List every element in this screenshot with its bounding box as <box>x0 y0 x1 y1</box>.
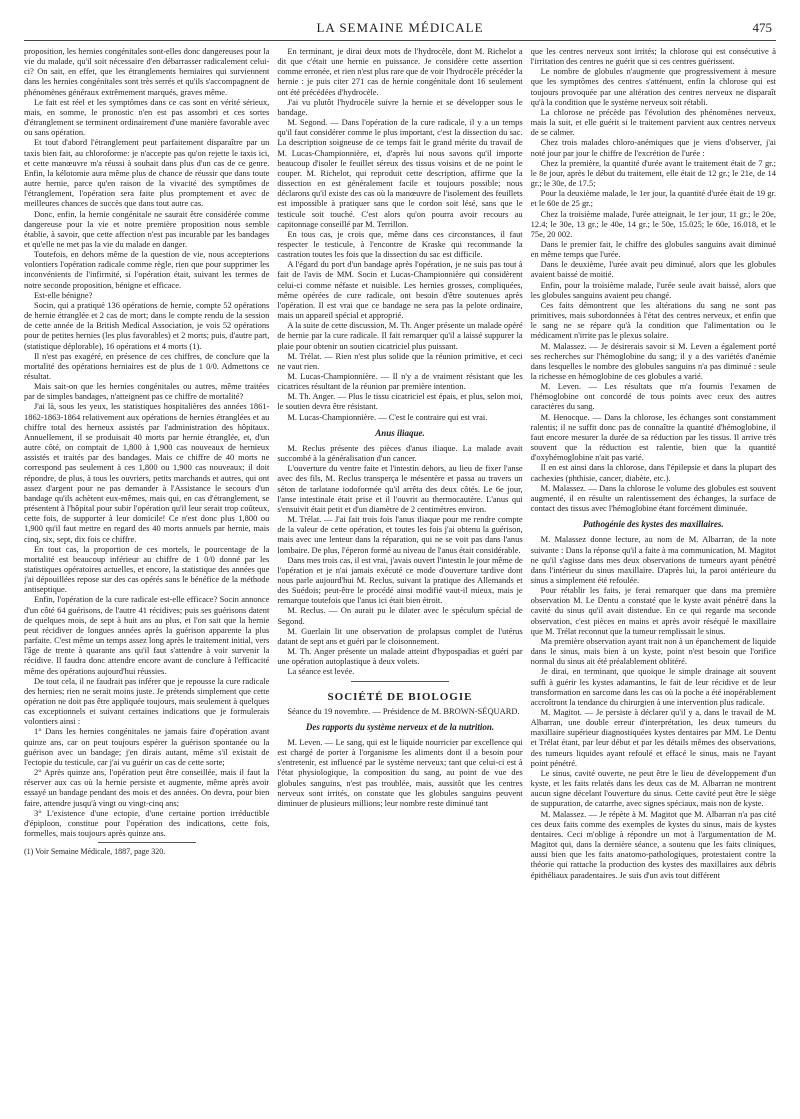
paragraph: L'ouverture du ventre faite et l'intestin dehors, au lieu de fixer l'anse avec des fils, M. Reclus transperça le mésentère et passa au travers un séton de tarlatane iodoformée qu'il arrêta des deux côtés. Le 6e jour, l'anse intestinale était prise et il l'ouvrit au thermocautère. L'anus qui s'ensuivit était petit et d'un diamètre de 2 centimètres environ. <box>277 463 523 514</box>
footnote-rule <box>98 842 196 843</box>
paragraph: Pour la deuxième malade, le 1er jour, la quantité d'urée était de 19 gr. et le 60e de 25 gr.; <box>530 188 776 209</box>
paragraph: J'ai vu plutôt l'hydrocèle suivre la hernie et se développer sous le bandage. <box>277 96 523 117</box>
paragraph: Pour rétablir les faits, je ferai remarquer que dans ma première observation M. Le Dentu a constaté que le kyste avait pénétré dans la cavité du sinus qu'il avait distendue. En ce qui regarde ma seconde observation, c'est pièces en mains et après avoir réséqué le maxillaire que M. Trélat reconnut que la tumeur remplissait le sinus. <box>530 585 776 636</box>
paragraph: J'ai là, sous les yeux, les statistiques hospitalières des années 1861-1862-1863-1864 relativement aux opérations de hernies étranglées et au chiffre total des herneux assistés par l'administration des hôpitaux. Annuellement, il se produisait 40 morts par hernie étranglée, et, d'un autre côté, on comptait de 1,800 à 1,900 cas nouveaux de hernieux assistés et traités par des bandages. Mais ce chiffre de 40 morts ne correspond pas seulement à ces 1,800 ou 1,900 cas nouveaux; il doit répondre, de plus, à tous les ouvriers, petits marchands et autres, qui ont assez d'argent pour ne pas demander à l'Assistance le secours d'un bandage qu'ils achètent eux-mêmes, mais qui, en cas d'étranglement, se présentent à l'hôpital pour subir l'opération qu'il leur serait trop coûteux, cette fois, de supporter à leur domicile! Ce n'est donc plus 1,800 ou 1,900 qu'il faut mettre en regard des 40 morts annuels par hernie, mais cinq, six, sept, dix fois ce chiffre. <box>24 401 270 544</box>
paragraph: Dans le deuxième, l'urée avait peu diminué, alors que les globules avaient baissé de moitié. <box>530 259 776 280</box>
page-number: 475 <box>752 20 772 35</box>
paragraph: Chez trois malades chloro-anémiques que je viens d'observer, j'ai noté jour par jour le chiffre de l'excrétion de l'urée : <box>530 137 776 158</box>
journal-title: LA SEMAINE MÉDICALE <box>316 20 484 35</box>
paragraph: Dans mes trois cas, il est vrai, j'avais ouvert l'intestin le jour même de l'opération et je n'ai jamais exécuté ce mode d'ouverture tardive dont nous parle aujourd'hui M. Reclus, suivant la pratique des Allemands et des Suédois; peut-être le procédé ainsi modifié vaut-il mieux, mais je remarque toutefois que l'anus ici était bien étroit. <box>277 554 523 606</box>
paragraph: Le fait est réel et les symptômes dans ce cas sont en vérité sérieux, mais, en somme, le pronostic n'en est pas assombri et ces sortes d'étranglement se terminent ordinairement d'une manière favorable avec ou sans opération. <box>24 96 270 138</box>
paragraph: M. Henocque. — Dans la chlorose, les échanges sont constamment ralentis; il ne suffit donc pas de connaître la quantité d'hémoglobine, il faut encore mesurer la durée de sa réduction par les tissus. Il arrive très souvent que la réduction est ralentie, bien que la quantité d'oxyhémoglobine n'ait pas varié. <box>530 411 776 463</box>
paragraph: M. Guerlain lit une observation de prolapsus complet de l'utérus datant de sept ans et guéri par le cloisonnement. <box>277 625 523 646</box>
paragraph: M. Malassez donne lecture, au nom de M. Albarran, de la note suivante : Dans la réponse qu'il a faite à ma communication, M. Magitot ne qu'il s'agisse dans mes deux observations de tumeurs ayant pénétré dans l'intérieur du sinus maxillaire. D'après lui, la paroi antérieure du sinus a simplement été refoulée. <box>530 534 776 585</box>
paragraph: 1° Dans les hernies congénitales ne jamais faire d'opération avant quinze ans, car on peut toujours espérer la guérison spontanée ou la guérison avec un bandage; j'en dirais autant, même s'il existait de l'ectopie du testicule, car j'ai vu guérir un cas de cette sorte; <box>24 726 270 767</box>
section-heading: Des rapports du système nerveux et de la nutrition. <box>305 721 495 732</box>
paragraph: proposition, les hernies congénitales sont-elles donc dangereuses pour la vie du malade, qu'il soit nécessaire d'en débarrasser radicalement celui-ci? On sait, en effet, que les étranglements herniaires qui surviennent dans les hernies congénitales sont très serrés et qu'ils s'accompagnent de phénomènes généraux extrêmement marqués, graves même. <box>24 46 270 97</box>
section-heading: Anus iliaque. <box>375 427 425 438</box>
session-line: Séance du 19 novembre. — Présidence de M. BROWN-SÉQUARD. <box>287 705 520 716</box>
paragraph: M. Leven. — Les résultats que m'a fournis l'examen de l'hémoglobine ont concordé de tous points avec ceux des autres caractères du sang. <box>530 381 776 412</box>
paragraph: M. Magitot. — Je persiste à déclarer qu'il y a, dans le travail de M. Albarran, une double erreur d'interprétation, les deux tumeurs du maxillaire supérieur diagnostiquées kystes dentaires par MM. Le Dentu et Trélat étant, par leur début et par les détails mêmes des observations, des tumeurs liquides ayant refoulé et effacé le sinus, mais ne l'ayant point pénétré. <box>530 707 776 768</box>
paragraph: A l'égard du port d'un bandage après l'opération, je ne suis pas tout à fait de l'avis de MM. Socin et Lucas-Championnière qui considèrent celui-ci comme néfaste et nuisible. Les hernies grosses, compliquées, même opérées de cure radicale, ont besoin d'être soutenues après l'opération. Il est vrai que ce bandage ne sera pas la pelote ordinaire, mais un appareil spécial et approprié. <box>277 259 523 321</box>
paragraph: M. Trélat. — Rien n'est plus solide que la réunion primitive, et ceci ne vaut rien. <box>277 350 523 371</box>
paragraph: Le nombre de globules n'augmente que progressivement à mesure que les symptômes des centres s'atténuent, enfin la chlorose qui est toujours provoquée par une altération des centres nerveux ne disparaît qu'à la condition que le système nerveux soit rétabli. <box>530 66 776 107</box>
section-rule <box>351 681 449 682</box>
paragraph: Le sinus, cavité ouverte, ne peut être le lieu de développement d'un kyste, et les faits relatés dans les deux cas de M. Albarran ne montrent aucun signe décelant l'ouverture du sinus. Cette cavité peut être le siège de suppuration, de catarrhe, avec signes spéciaux, mais non de kyste. <box>530 767 776 809</box>
society-title: SOCIÉTÉ DE BIOLOGIE <box>327 690 473 703</box>
paragraph: Il en est ainsi dans la chlorose, dans l'épilepsie et dans la plupart des cachexies (phthisie, cancer, diabète, etc.). <box>530 462 776 483</box>
paragraph: M. Malassez. — Je répète à M. Magitot que M. Albarran n'a pas cité ces deux faits comme des exemples de kystes du sinus, mais de kystes dentaires. Ceci m'oblige à répondre un mot à l'argumentation de M. Magitot qui, dans la dernière séance, a soutenu que les faits cliniques, aussi bien que les faits anatomo-pathologiques, protestaient contre la théorie qui rattache la production des kystes des maxillaires aux débris épithéliaux paradentaires. Je suis d'un avis tout différent <box>530 808 776 880</box>
paragraph: En tout cas, la proportion de ces mortels, le pourcentage de la mortalité est beaucoup inférieur au chiffre de 1 0/0 donné par les statistiques opératoires actuelles, et encore, la statistique des années que j'ai dépouillées repose sur des cas opérés sans le bénéfice de la méthode antiseptique. <box>24 543 270 595</box>
paragraph: M. Lucas-Championnière. — Il n'y a de vraiment résistant que les cicatrices résultant de la réunion par première intention. <box>277 371 523 392</box>
paragraph: 3° L'existence d'une ectopie, d'une certaine portion irréductible d'épiploon, constitue pour l'opération des indications, cette fois, formelles, mais toujours après quinze ans. <box>24 807 270 839</box>
paragraph: Chez la troisième malade, l'urée atteignait, le 1er jour, 11 gr.; le 20e, 12.4; le 30e, 13 gr.; le 40e, 14 gr.; le 50e, 15.025; le 60e, 16.018, et le 75e, 20 002. <box>530 208 776 239</box>
paragraph: Socin, qui a pratiqué 136 opérations de hernie, compte 52 opérations de hernie étranglée et 2 cas de mort; dans le compte rendu de la session de cette année de la British Medical Association, je vois 52 opérations pour de petites hernies (les plus favorables) et 2 morts; puis, d'autre part, (statistique déplorable), 16 opérations et 4 morts (1). <box>24 299 270 351</box>
paragraph: M. Trélat. — J'ai fait trois fois l'anus iliaque pour me rendre compte de la valeur de cette opération, et toutes les fois j'ai obtenu la guérison, mais avec une lenteur dans la réparation, qui ne se voit pas dans l'anus lombaire. De plus, l'éperon formé au niveau de l'anus était considérable. <box>277 514 523 555</box>
paragraph: A la suite de cette discussion, M. Th. Anger présente un malade opéré de hernie par la cure radicale. Il fait remarquer qu'il a laissé suppurer la plaie pour obtenir un soutien cicatriciel plus puissant. <box>277 320 523 351</box>
paragraph: M. Reclus présente des pièces d'anus iliaque. La malade avait succombé à la généralisation d'un cancer. <box>277 442 523 464</box>
paragraph: Dans le premier fait, le chiffre des globules sanguins avait diminué en même temps que l'urée. <box>530 238 776 260</box>
paragraph: Enfin, pour la troisième malade, l'urée seule avait baissé, alors que les globules sanguins avaient peu changé. <box>530 279 776 300</box>
text-columns <box>24 46 776 1109</box>
paragraph: Chez la première, la quantité d'urée avant le traitement était de 7 gr.; le 8e jour, après le début du traitement, elle était de 12 gr.; le 21e, de 14 gr.; le 30e, de 17.5; <box>530 157 776 189</box>
column-3 <box>531 46 776 1109</box>
paragraph: 2° Après quinze ans, l'opération peut être conseillée, mais il faut la réserver aux cas où la hernie persiste et augmente, même après avoir essayé un bandage pendant des mois et des années. On devra, pour bien faire, attendre jusqu'à vingt ou vingt-cinq ans; <box>24 767 270 808</box>
paragraph: que les centres nerveux sont irrités; la chlorose qui est consécutive à l'irritation des centres ne guérit que si ces centres guérissent. <box>530 46 776 67</box>
paragraph: M. Th. Anger. — Plus le tissu cicatriciel est épais, et plus, selon moi, le soutien devra être résistant. <box>277 391 523 412</box>
paragraph: Et tout d'abord l'étranglement peut parfaitement disparaître par un taxis bien fait, au chloroforme: je n'accepte pas qu'on rejette le taxis ici, et cette manœuvre m'a réussi à souhait dans plus d'un cas de ce genre. Enfin, la kélotomie aura même plus de chance de réussir que dans toute autre hernie, parce qu'en raison de la vivacité des symptômes de l'étranglement, l'opération sera faite plus promptement et avec de meilleures chances de succès que dans tout autre cas. <box>24 137 270 209</box>
column-2 <box>277 46 522 1109</box>
paragraph: Toutefois, en dehors même de la question de vie, nous accepterions volontiers l'opération radicale comme règle, rien que pour supprimer les inconvénients de l'infirmité, si l'opération était, suivant les termes de notre seconde proposition, bénigne et efficace. <box>24 249 270 290</box>
paragraph: Mais sait-on que les hernies congénitales ou autres, même traitées par de simples bandages, n'atteignent pas ce chiffre de mortalité? <box>24 381 270 402</box>
paragraph: La séance est levée. <box>287 666 355 677</box>
paragraph: Est-elle bénigne? <box>34 289 93 300</box>
paragraph: Enfin, l'opération de la cure radicale est-elle efficace? Socin annonce d'un côté 64 guérisons, de l'autre 41 récidives; puis ses guérisons datent de quelques mois, de sept à huit ans au plus, et l'on sait que la hernie peut récidiver de longues années après la guérison apparente la plus parfaite. C'est même un temps assez long après le traitement initial, vers l'âge de trente à quarante ans qu'il faut s'attendre à voir survenir la récidive. Il faudra donc attendre encore avant de conclure à l'efficacité même des opérations aujourd'hui réussies. <box>24 594 270 676</box>
paragraph: M. Malassez. — Dans la chlorose le volume des globules est souvent augmenté, il en résulte un ralentissement des échanges, la surface de contact des tissus avec l'hémoglobine étant forcément diminuée. <box>530 482 776 514</box>
paragraph: Ces faits démontrent que les altérations du sang ne sont pas primitives, mais subordonnées à l'état des centres nerveux, et enfin que le sang ne se répare qu'à la condition que l'alimentation ou le médicament n'irrite pas le plexus solaire. <box>530 299 776 341</box>
paragraph: M. Reclus. — On aurait pu le dilater avec le spéculum spécial de Segond. <box>277 605 523 626</box>
paragraph: De tout cela, il ne faudrait pas inférer que je repousse la cure radicale des hernies; rien ne serait moins juste. Je prétends simplement que cette opération ne doit pas être appliquée toujours, mais seulement à quelques cas exceptionnels et suivant certaines indications que je formulerais volontiers ainsi : <box>24 675 270 727</box>
header-rule <box>24 40 776 41</box>
paragraph: Ma première observation ayant trait non à un épanchement de liquide dans le sinus, mais bien à un kyste, point n'est besoin que l'orifice normal du sinus ait été préalablement oblitéré. <box>530 635 776 667</box>
paragraph: En terminant, je dirai deux mots de l'hydrocèle, dont M. Richelot a dit que c'était une hernie en puissance. Je considère cette assertion comme erronée, et rien n'est plus rare que de voir l'hydrocèle précéder la hernie : je puis citer 271 cas de hernie congénitale dont 16 seulement ont été précédées d'hydrocèle. <box>277 46 523 97</box>
paragraph: M. Lucas-Championnière. — C'est le contraire qui est vrai. <box>287 411 488 422</box>
paragraph: M. Segond. — Dans l'opération de la cure radicale, il y a un temps qu'il faut considérer comme le plus important, c'est la dissection du sac. La description soigneuse de ce temps fait le grand mérite du travail de M. Lucas-Championnière, et, d'après lui nous savons qu'il importe beaucoup d'isoler le feuillet séreux des tissus voisins et de ne point le couper. M. Richelot, qui reproduit cette description, affirme que la dissection en est généralement facile et toujours possible; nous déclarons qu'il existe des cas où la manœuvre de l'isolement des feuillets est impossible à pratiquer sans que le cordon soit lésé, sans que le testicule soit touché. C'est alors qu'on pourra avoir recours au capitonnage conseillé par M. Terrillon. <box>277 117 523 229</box>
footnote: (1) Voir Semaine Médicale, 1887, page 320. <box>24 847 166 857</box>
page-header <box>24 20 776 40</box>
paragraph: M. Th. Anger présente un malade atteint d'hypospadias et guéri par une opération autoplastique à deux volets. <box>277 646 523 667</box>
paragraph: Donc, enfin, la hernie congénitale ne saurait être considérée comme dangereuse pour la vie et notre première proposition nous semble établie, à savoir, que cette affection n'est pas incurable par les bandages et qu'elle ne met pas la vie du malade en danger. <box>24 208 270 249</box>
paragraph: M. Leven. — Le sang, qui est le liquide nourricier par excellence qui est chargé de porter à l'organisme les aliments dont il a besoin pour s'entretenir, est influencé par le système nerveux; tant que celui-ci est à l'état physiologique, la composition du sang, au point de vue des globules sanguins, n'est pas troublée, mais, aussitôt que les centres nerveux sont irrités, on constate que les globules sanguins peuvent diminuer de plusieurs millions; leur nombre reste diminué tant <box>277 737 523 808</box>
column-1 <box>24 46 269 1109</box>
paragraph: La chlorose ne précède pas l'évolution des phénomènes nerveux, mais la suit, et elle guérit si le traitement parvient aux centres nerveux de se calmer. <box>530 106 776 138</box>
paragraph: En tous cas, je crois que, même dans ces circonstances, il faut respecter le testicule, à l'encontre de Kraske qui recommande la castration toutes les fois que la dissection du sac est difficile. <box>277 228 523 260</box>
paragraph: M. Malassez. — Je désirerais savoir si M. Leven a également porté ses recherches sur l'hémoglobine du sang; il y a des variétés d'anémie dans lesquelles le nombre des globules sanguins n'a pas diminué : seule la richesse en hémoglobine de ces globules a varié. <box>530 340 776 381</box>
paragraph: Il n'est pas exagéré, en présence de ces chiffres, de conclure que la mortalité des opérations herniaires est de plus de 1 0/0. Admettons ce résultat. <box>24 350 270 381</box>
paragraph: Je dirai, en terminant, que quoique le simple drainage ait souvent suffi à guérir les kystes adamantins, le fait de leur récidive et de leur transformation en sarcome dans les cas où la poche a été inopérablement accroîtront la tendance du chirurgien à une intervention plus radicale. <box>530 666 776 707</box>
section-heading: Pathogénie des kystes des maxillaires. <box>582 519 724 530</box>
